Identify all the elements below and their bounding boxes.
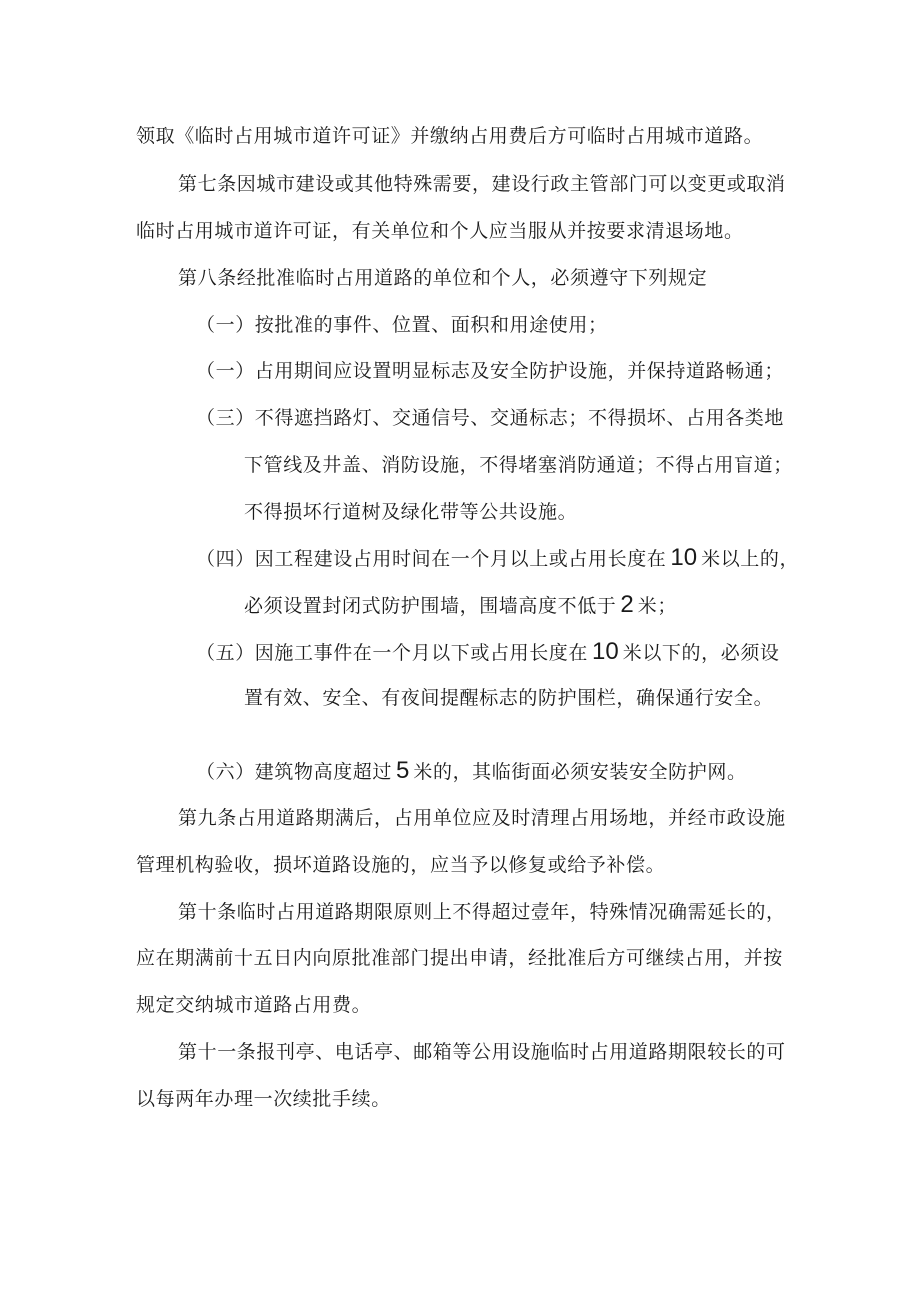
- item-text: 米的，其临街面必须安装安全防护网。: [413, 761, 747, 783]
- item-text: 米以上的，: [701, 548, 800, 570]
- list-item-5-line: 置有效、安全、有夜间提醒标志的防护围栏，确保通行安全。: [244, 687, 774, 709]
- list-item-4-line: [196, 546, 799, 571]
- article-8-intro: 第八条经批准临时占用道路的单位和个人，必须遵守下列规定: [178, 267, 708, 289]
- list-item-3-line: 下管线及井盖、消防设施，不得堵塞消防通道；不得占用盲道；: [244, 454, 793, 476]
- list-item-2: （一）占用期间应设置明显标志及安全防护设施，并保持道路畅通；: [196, 360, 785, 382]
- list-item-5-line: [196, 640, 780, 665]
- height-number: 5: [396, 757, 410, 784]
- list-item-4-line: [244, 593, 677, 618]
- item-text: 必须设置封闭式防护围墙，围墙高度不低于: [244, 595, 617, 617]
- article-11-line: 第十一条报刊亭、电话亭、邮箱等公用设施临时占用道路期限较长的可: [178, 1041, 786, 1063]
- article-11-line: 以每两年办理一次续批手续。: [136, 1088, 391, 1110]
- article-9-line: 管理机构验收，损坏道路设施的，应当予以修复或给予补偿。: [136, 854, 666, 876]
- item-text: （四）因工程建设占用时间在一个月以上或占用长度在: [196, 548, 667, 570]
- article-10-line: 应在期满前十五日内向原批准部门提出申请，经批准后方可继续占用，并按: [136, 947, 783, 969]
- paragraph-line: 领取《临时占用城市道许可证》并缴纳占用费后方可临时占用城市道路。: [136, 125, 764, 147]
- height-number: 2: [620, 591, 634, 618]
- article-10-line: 第十条临时占用道路期限原则上不得超过壹年，特殊情况确需延长的，: [178, 901, 786, 923]
- item-text: 米；: [637, 595, 677, 617]
- item-text: 米以下的，必须设: [622, 642, 780, 664]
- article-9-line: 第九条占用道路期满后，占用单位应及时清理占用场地，并经市政设施: [178, 807, 786, 829]
- article-7-line: 第七条因城市建设或其他特殊需要，建设行政主管部门可以变更或取消: [178, 173, 786, 195]
- list-item-6: [196, 759, 747, 784]
- list-item-3-line: 不得损坏行道树及绿化带等公共设施。: [244, 501, 578, 523]
- article-7-line: 临时占用城市道许可证，有关单位和个人应当服从并按要求清退场地。: [136, 220, 744, 242]
- list-item-1: （一）按批准的事件、位置、面积和用途使用；: [196, 314, 608, 336]
- list-item-3-line: （三）不得遮挡路灯、交通信号、交通标志；不得损坏、占用各类地: [196, 407, 785, 429]
- length-number: 10: [670, 544, 698, 571]
- article-10-line: 规定交纳城市道路占用费。: [136, 994, 372, 1016]
- item-text: （五）因施工事件在一个月以下或占用长度在: [196, 642, 589, 664]
- item-text: （六）建筑物高度超过: [196, 761, 393, 783]
- length-number: 10: [592, 638, 619, 665]
